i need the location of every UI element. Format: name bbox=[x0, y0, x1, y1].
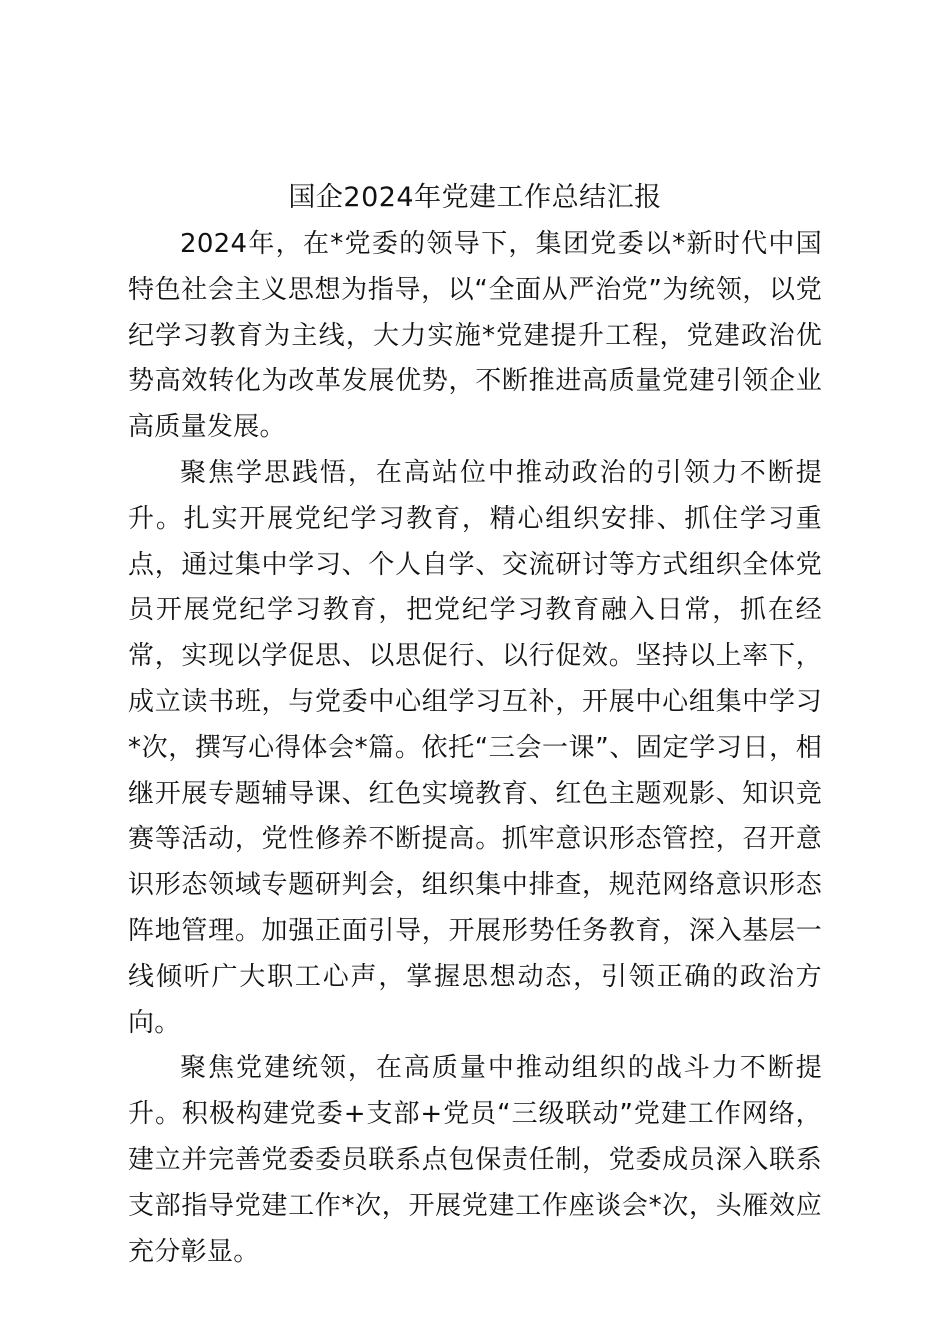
paragraph-organization: 聚焦党建统领，在高质量中推动组织的战斗力不断提升。积极构建党委+支部+党员“三级联动”党建工作网络，建立并完善党委委员联系点包保责任制，党委成员深入联系支部指导党建工作*次，开展党建工作座谈会*次，头雁效应充分彰显。 bbox=[128, 1053, 822, 1267]
document-title: 国企2024年党建工作总结汇报 bbox=[288, 182, 662, 213]
paragraph-political-leadership: 聚焦学思践悟，在高站位中推动政治的引领力不断提升。扎实开展党纪学习教育，精心组织安排、抓住学习重点，通过集中学习、个人自学、交流研讨等方式组织全体党员开展党纪学习教育，把党纪学习教育融入日常，抓在经常，实现以学促思、以思促行、以行促效。坚持以上率下，成立读书班，与党委中心组学习互补，开展中心组集中学习*次，撰写心得体会*篇。依托“三会一课”、固定学习日，相继开展专题辅导课、红色实境教育、红色主题观影、知识竞赛等活动，党性修养不断提高。抓牢意识形态管控，召开意识形态领域专题研判会，组织集中排查，规范网络意识形态阵地管理。加强正面引导，开展形势任务教育，深入基层一线倾听广大职工心声，掌握思想动态，引领正确的政治方向。 bbox=[128, 457, 822, 1038]
document-body bbox=[128, 222, 822, 1275]
paragraph-intro: 2024年，在*党委的领导下，集团党委以*新时代中国特色社会主义思想为指导，以“全面从严治党”为统领，以党纪学习教育为主线，大力实施*党建提升工程，党建政治优势高效转化为改革发展优势，不断推进高质量党建引领企业高质量发展。 bbox=[128, 229, 822, 443]
